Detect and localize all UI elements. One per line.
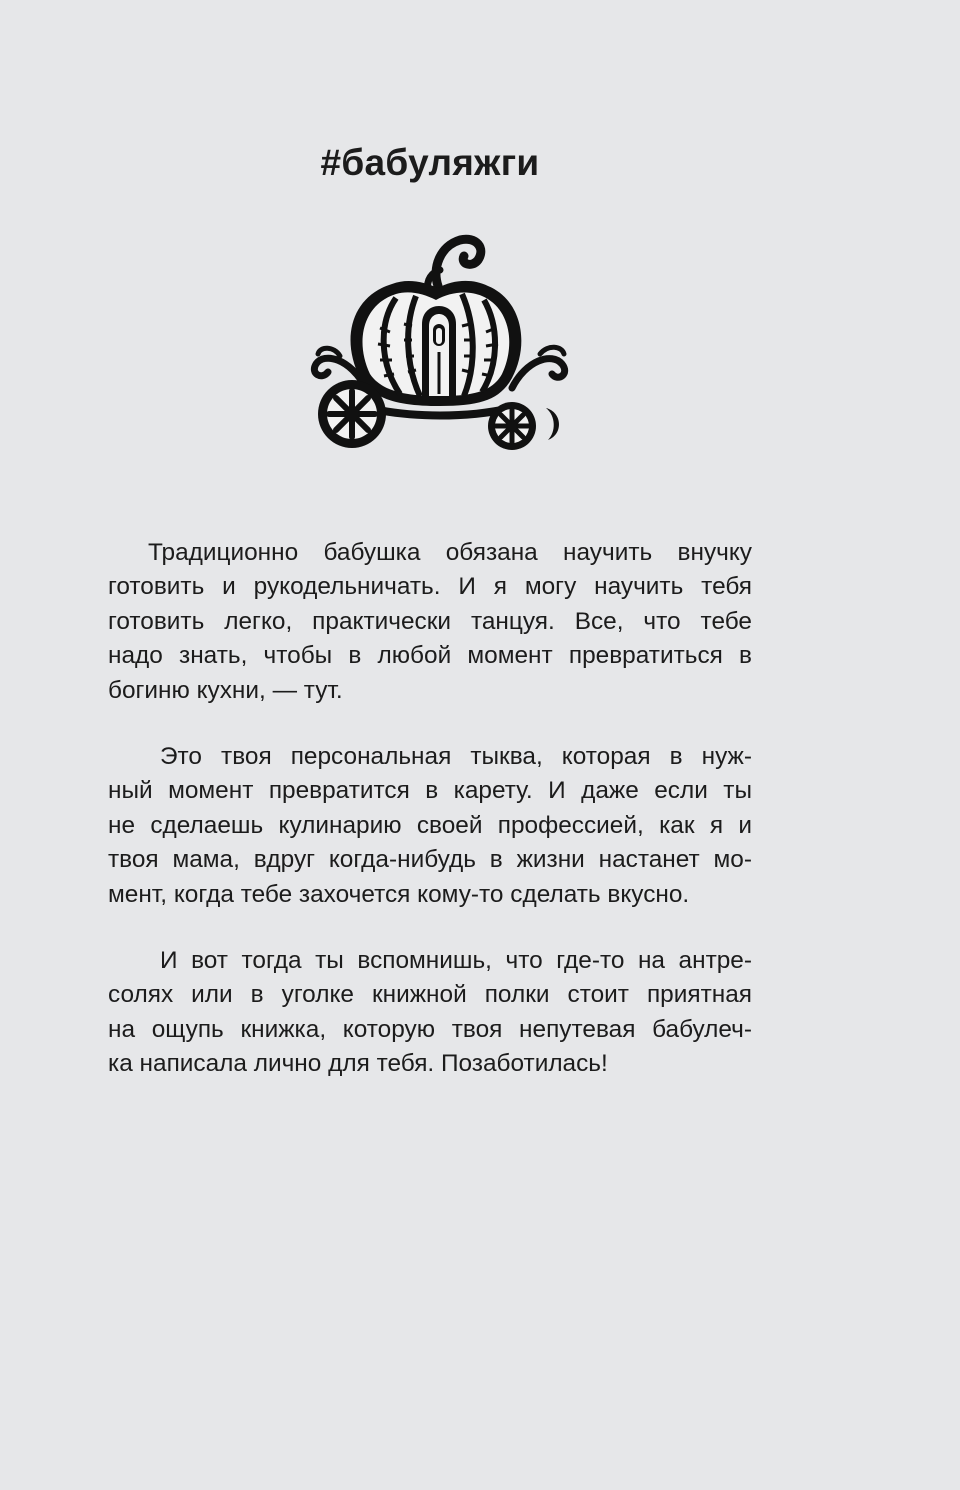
text-line: Традиционно бабушка обязана научить внучку — [148, 539, 752, 566]
paragraph-1 — [108, 536, 752, 708]
text-line: надо знать, чтобы в любой момент превратиться в — [108, 642, 752, 670]
paragraph-2 — [108, 740, 752, 912]
text-line: на ощупь книжка, которую твоя непутевая бабулеч- — [108, 1015, 752, 1043]
text-line: твоя мама, вдруг когда-нибудь в жизни настанет мо- — [108, 846, 752, 874]
text-line: солях или в уголке книжной полки стоит приятная — [108, 981, 752, 1009]
page-title: #бабуляжги — [320, 142, 540, 183]
pumpkin-carriage-icon — [300, 228, 580, 460]
body-text — [108, 536, 752, 1114]
text-line: готовить легко, практически танцуя. Все, что тебе — [108, 607, 752, 635]
text-line: мент, когда тебе захочется кому-то сделать вкусно. — [108, 880, 690, 908]
text-line: готовить и рукодельничать. И я могу научить тебя — [108, 573, 752, 601]
text-line: ка написала лично для тебя. Позаботилась! — [108, 1050, 608, 1078]
text-line: не сделаешь кулинарию своей профессией, как я и — [108, 811, 752, 839]
text-line: Это твоя персональная тыква, которая в нуж- — [160, 743, 752, 771]
paragraph-3 — [108, 944, 752, 1082]
text-line: богиню кухни, — тут. — [108, 676, 343, 704]
text-line: И вот тогда ты вспомнишь, что где-то на антре- — [160, 947, 752, 975]
text-line: ный момент превратится в карету. И даже если ты — [108, 777, 752, 805]
